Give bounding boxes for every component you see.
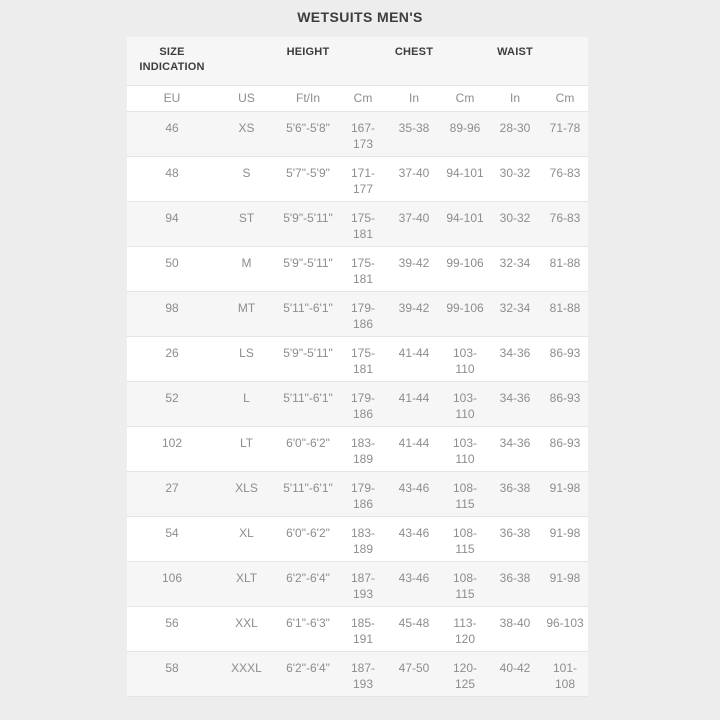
group-waist: WAIST [488,37,542,85]
column-header-chest-cm: Cm [442,85,488,111]
cell-chest-cm: 94-101 [442,156,488,201]
cell-height-ftin: 5'9"-5'11" [276,201,340,246]
cell-us: XLS [217,471,276,516]
column-header-height-cm: Cm [340,85,386,111]
column-header-waist-cm: Cm [542,85,588,111]
cell-chest-in: 37-40 [386,156,442,201]
cell-waist-in: 38-40 [488,606,542,651]
cell-waist-in: 34-36 [488,336,542,381]
cell-chest-in: 37-40 [386,201,442,246]
table-row [127,426,588,471]
cell-eu: 46 [127,111,217,156]
cell-eu: 48 [127,156,217,201]
cell-eu: 27 [127,471,217,516]
cell-waist-cm: 91-98 [542,471,588,516]
cell-waist-in: 30-32 [488,201,542,246]
cell-waist-cm: 76-83 [542,156,588,201]
table-row [127,156,588,201]
cell-waist-in: 36-38 [488,471,542,516]
cell-height-cm: 175-181 [340,336,386,381]
cell-us: LT [217,426,276,471]
cell-height-ftin: 5'9"-5'11" [276,336,340,381]
group-height: HEIGHT [276,37,340,85]
column-header-us: US [217,85,276,111]
cell-waist-in: 34-36 [488,426,542,471]
cell-chest-cm: 113-120 [442,606,488,651]
cell-waist-cm: 86-93 [542,336,588,381]
cell-waist-cm: 76-83 [542,201,588,246]
cell-height-ftin: 5'11"-6'1" [276,381,340,426]
cell-waist-in: 36-38 [488,516,542,561]
cell-height-ftin: 6'1"-6'3" [276,606,340,651]
cell-waist-in: 36-38 [488,561,542,606]
cell-eu: 102 [127,426,217,471]
column-header-height-ftin: Ft/In [276,85,340,111]
cell-height-cm: 183-189 [340,426,386,471]
cell-height-cm: 175-181 [340,246,386,291]
size-chart-table [127,37,588,697]
cell-height-cm: 171-177 [340,156,386,201]
cell-us: L [217,381,276,426]
cell-chest-cm: 108-115 [442,561,488,606]
group-chest: CHEST [386,37,442,85]
cell-waist-cm: 86-93 [542,426,588,471]
cell-height-cm: 179-186 [340,471,386,516]
cell-us: XXXL [217,651,276,696]
cell-eu: 106 [127,561,217,606]
table-row [127,246,588,291]
column-header-chest-in: In [386,85,442,111]
cell-chest-cm: 103-110 [442,426,488,471]
cell-waist-cm: 91-98 [542,516,588,561]
cell-us: ST [217,201,276,246]
table-row [127,336,588,381]
cell-waist-cm: 96-103 [542,606,588,651]
cell-eu: 26 [127,336,217,381]
cell-waist-in: 40-42 [488,651,542,696]
cell-eu: 58 [127,651,217,696]
cell-chest-cm: 108-115 [442,516,488,561]
cell-eu: 50 [127,246,217,291]
cell-us: MT [217,291,276,336]
cell-us: M [217,246,276,291]
cell-chest-cm: 99-106 [442,246,488,291]
table-row [127,561,588,606]
table-body [127,111,588,696]
cell-chest-in: 39-42 [386,291,442,336]
cell-height-cm: 187-193 [340,651,386,696]
group-header-spacer [340,37,386,85]
cell-chest-in: 43-46 [386,516,442,561]
table-row [127,606,588,651]
cell-chest-in: 35-38 [386,111,442,156]
cell-waist-cm: 71-78 [542,111,588,156]
table-row [127,201,588,246]
cell-us: XS [217,111,276,156]
group-header-spacer [217,37,276,85]
cell-chest-cm: 99-106 [442,291,488,336]
cell-chest-in: 41-44 [386,336,442,381]
cell-height-ftin: 6'0"-6'2" [276,516,340,561]
table-row [127,111,588,156]
cell-height-ftin: 6'2"-6'4" [276,651,340,696]
cell-us: LS [217,336,276,381]
cell-waist-cm: 81-88 [542,291,588,336]
cell-chest-cm: 120-125 [442,651,488,696]
table-row [127,651,588,696]
table-row [127,291,588,336]
cell-waist-in: 32-34 [488,246,542,291]
cell-height-ftin: 5'6"-5'8" [276,111,340,156]
cell-height-ftin: 5'11"-6'1" [276,471,340,516]
cell-chest-in: 41-44 [386,381,442,426]
cell-chest-in: 43-46 [386,471,442,516]
cell-height-cm: 183-189 [340,516,386,561]
cell-waist-in: 32-34 [488,291,542,336]
cell-chest-in: 47-50 [386,651,442,696]
cell-height-cm: 179-186 [340,291,386,336]
table-row [127,381,588,426]
cell-waist-cm: 81-88 [542,246,588,291]
cell-height-ftin: 5'9"-5'11" [276,246,340,291]
column-header-eu: EU [127,85,217,111]
cell-chest-cm: 103-110 [442,336,488,381]
cell-eu: 98 [127,291,217,336]
cell-us: XL [217,516,276,561]
table-row [127,471,588,516]
cell-height-cm: 185-191 [340,606,386,651]
cell-height-cm: 187-193 [340,561,386,606]
column-header-waist-in: In [488,85,542,111]
group-size-indication: SIZE INDICATION [127,37,217,85]
cell-chest-in: 43-46 [386,561,442,606]
page-title: WETSUITS MEN'S [297,9,423,25]
cell-height-cm: 175-181 [340,201,386,246]
cell-eu: 52 [127,381,217,426]
cell-us: XLT [217,561,276,606]
cell-us: S [217,156,276,201]
cell-waist-in: 34-36 [488,381,542,426]
cell-waist-cm: 101-108 [542,651,588,696]
cell-chest-in: 41-44 [386,426,442,471]
group-header-spacer [542,37,588,85]
cell-waist-in: 28-30 [488,111,542,156]
cell-eu: 56 [127,606,217,651]
cell-chest-in: 45-48 [386,606,442,651]
cell-chest-in: 39-42 [386,246,442,291]
table-header [127,37,588,111]
cell-height-ftin: 6'0"-6'2" [276,426,340,471]
cell-chest-cm: 103-110 [442,381,488,426]
table-subheader-row [127,85,588,111]
cell-chest-cm: 94-101 [442,201,488,246]
cell-waist-in: 30-32 [488,156,542,201]
cell-chest-cm: 108-115 [442,471,488,516]
cell-eu: 94 [127,201,217,246]
cell-chest-cm: 89-96 [442,111,488,156]
cell-waist-cm: 86-93 [542,381,588,426]
cell-height-cm: 167-173 [340,111,386,156]
cell-height-ftin: 5'7"-5'9" [276,156,340,201]
cell-height-ftin: 5'11"-6'1" [276,291,340,336]
cell-us: XXL [217,606,276,651]
table-group-header-row [127,37,588,85]
cell-waist-cm: 91-98 [542,561,588,606]
cell-height-ftin: 6'2"-6'4" [276,561,340,606]
group-header-spacer [442,37,488,85]
cell-height-cm: 179-186 [340,381,386,426]
cell-eu: 54 [127,516,217,561]
table-row [127,516,588,561]
